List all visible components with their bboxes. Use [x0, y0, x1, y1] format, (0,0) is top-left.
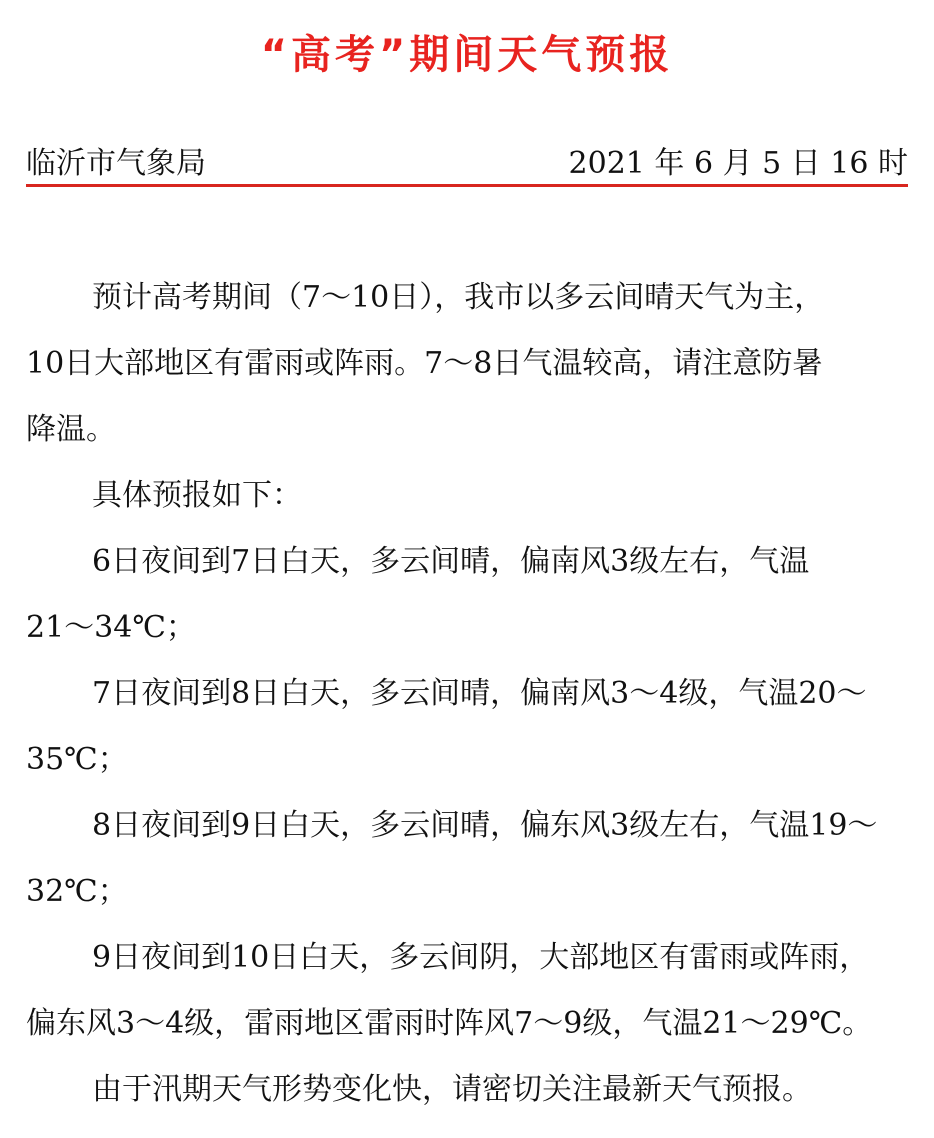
issuer-name: 临沂市气象局 — [26, 146, 206, 181]
forecast-day-line: 8日夜间到9日白天，多云间晴，偏东风3级左右，气温19～ — [92, 808, 878, 843]
summary-line: 降温。 — [26, 412, 116, 447]
closing-note: 由于汛期天气形势变化快，请密切关注最新天气预报。 — [92, 1072, 812, 1107]
forecast-day-line: 21～34℃； — [26, 610, 196, 645]
summary-line: 预计高考期间（7～10日），我市以多云间晴天气为主， — [92, 280, 825, 315]
document-header — [26, 143, 908, 185]
forecast-day-line: 32℃； — [26, 874, 128, 909]
forecast-day-line: 偏东风3～4级，雷雨地区雷雨时阵风7～9级，气温21～29℃。 — [26, 1006, 873, 1041]
issue-time: 2021 年 6 月 5 日 16 时 — [568, 146, 908, 181]
summary-line: 10日大部地区有雷雨或阵雨。7～8日气温较高，请注意防暑 — [26, 346, 823, 381]
forecast-day-line: 9日夜间到10日白天，多云间阴，大部地区有雷雨或阵雨， — [92, 940, 870, 975]
forecast-day-line: 6日夜间到7日白天，多云间晴，偏南风3级左右，气温 — [92, 544, 810, 579]
header-divider — [26, 184, 908, 187]
forecast-day-line: 35℃； — [26, 742, 128, 777]
forecast-intro: 具体预报如下： — [92, 478, 302, 513]
forecast-day-line: 7日夜间到8日白天，多云间晴，偏南风3～4级，气温20～ — [92, 676, 867, 711]
document-title: “高考”期间天气预报 — [260, 32, 674, 78]
